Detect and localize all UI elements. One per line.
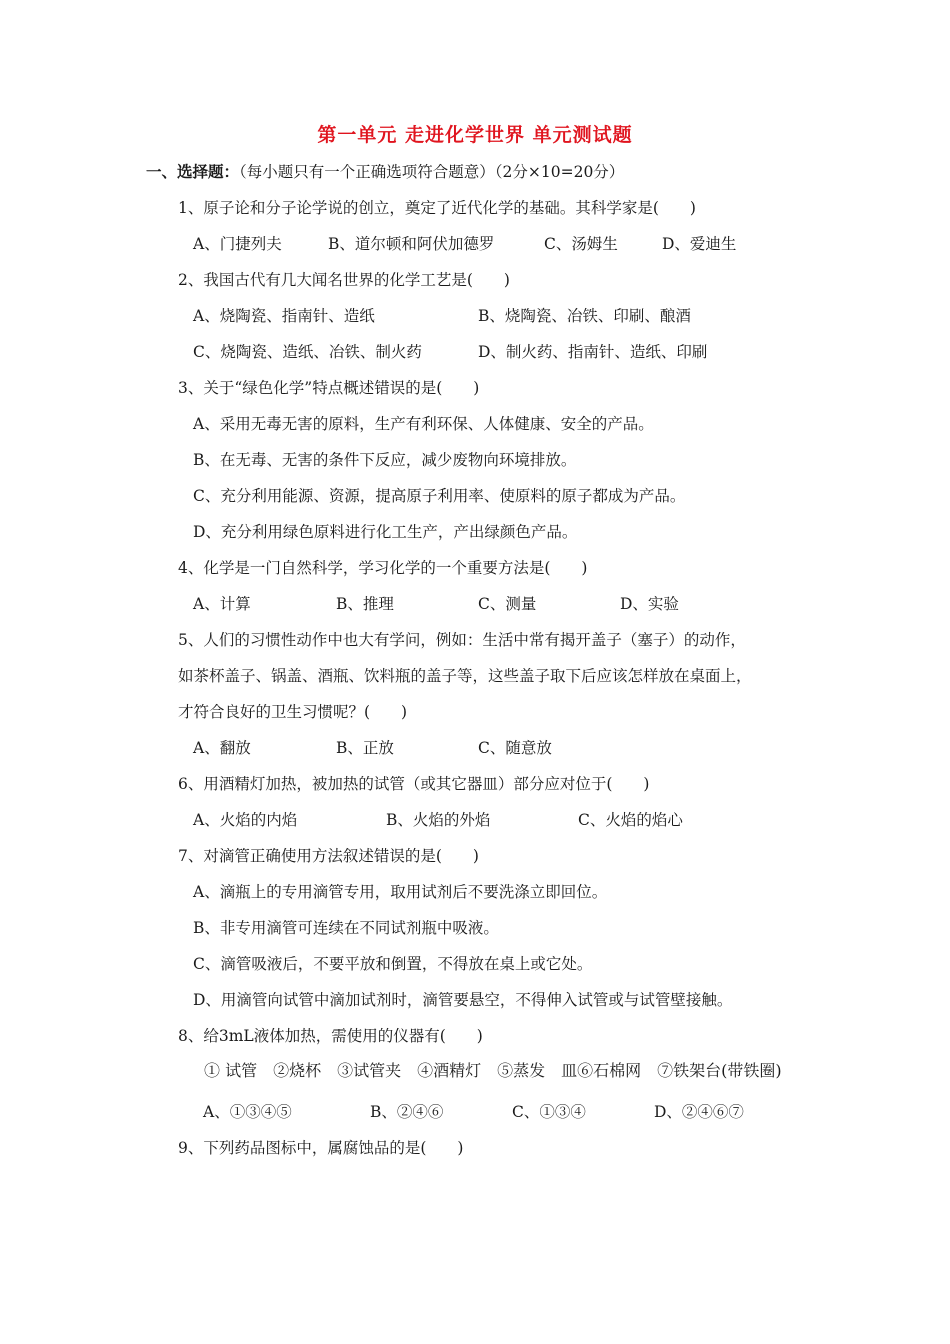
q5-option-c: C、随意放: [478, 739, 552, 757]
q2-option-a: A、烧陶瓷、指南针、造纸: [193, 307, 375, 325]
q6-option-b: B、火焰的外焰: [386, 811, 491, 829]
q8-option-a: A、①③④⑤: [203, 1103, 292, 1121]
question-7-stem: 7、对滴管正确使用方法叙述错误的是( ): [178, 847, 479, 865]
q5-option-b: B、正放: [336, 739, 394, 757]
section-note: （每小题只有一个正确选项符合题意）（2分×10=20分）: [239, 163, 625, 181]
page-title: 第一单元 走进化学世界 单元测试题: [317, 124, 633, 146]
q3-option-a: A、采用无毒无害的原料，生产有利环保、人体健康、安全的产品。: [193, 415, 654, 433]
q1-option-b: B、道尔顿和阿伏加德罗: [328, 235, 495, 253]
question-3-stem: 3、关于“绿色化学”特点概述错误的是( ): [178, 379, 480, 397]
q1-option-c: C、汤姆生: [544, 235, 618, 253]
q2-option-c: C、烧陶瓷、造纸、冶铁、制火药: [193, 343, 422, 361]
q3-option-c: C、充分利用能源、资源，提高原子利用率、使原料的原子都成为产品。: [193, 487, 686, 505]
question-4-stem: 4、化学是一门自然科学，学习化学的一个重要方法是( ): [178, 559, 588, 577]
q6-option-a: A、火焰的内焰: [193, 811, 298, 829]
q3-option-b: B、在无毒、无害的条件下反应，减少废物向环境排放。: [193, 451, 577, 469]
q1-option-d: D、爱迪生: [662, 235, 737, 253]
question-5-stem-line-3: 才符合良好的卫生习惯呢？( ): [178, 703, 408, 721]
section-heading: [146, 161, 624, 183]
question-5-stem-line-2: 如茶杯盖子、锅盖、酒瓶、饮料瓶的盖子等，这些盖子取下后应该怎样放在桌面上，: [178, 667, 752, 685]
q8-instrument-list: ① 试管 ②烧杯 ③试管夹 ④酒精灯 ⑤蒸发 皿⑥石棉网 ⑦铁架台(带铁圈): [204, 1061, 782, 1080]
question-6-stem: 6、用酒精灯加热，被加热的试管（或其它器皿）部分应对位于( ): [178, 775, 650, 793]
q7-option-b: B、非专用滴管可连续在不同试剂瓶中吸液。: [193, 919, 499, 937]
q4-option-c: C、测量: [478, 595, 537, 613]
q1-option-a: A、门捷列夫: [193, 235, 282, 253]
q7-option-d: D、用滴管向试管中滴加试剂时，滴管要悬空，不得伸入试管或与试管壁接触。: [193, 991, 733, 1009]
question-9-stem: 9、下列药品图标中，属腐蚀品的是( ): [178, 1139, 464, 1157]
q5-option-a: A、翻放: [193, 739, 251, 757]
q6-option-c: C、火焰的焰心: [578, 811, 683, 829]
q2-option-d: D、制火药、指南针、造纸、印刷: [478, 343, 708, 361]
question-8-stem: 8、给3mL液体加热，需使用的仪器有( ): [178, 1027, 483, 1045]
q4-option-a: A、计算: [193, 595, 251, 613]
q3-option-d: D、充分利用绿色原料进行化工生产，产出绿颜色产品。: [193, 523, 578, 541]
q2-option-b: B、烧陶瓷、冶铁、印刷、酿酒: [478, 307, 691, 325]
q7-option-a: A、滴瓶上的专用滴管专用，取用试剂后不要洗涤立即回位。: [193, 883, 608, 901]
section-label: 一、选择题：: [146, 162, 240, 181]
q4-option-b: B、推理: [336, 595, 394, 613]
q8-option-d: D、②④⑥⑦: [654, 1103, 744, 1121]
q8-option-b: B、②④⑥: [370, 1103, 444, 1121]
q8-option-c: C、①③④: [512, 1103, 586, 1121]
question-2-stem: 2、我国古代有几大闻名世界的化学工艺是( ): [178, 271, 510, 289]
q7-option-c: C、滴管吸液后，不要平放和倒置，不得放在桌上或它处。: [193, 955, 593, 973]
q4-option-d: D、实验: [620, 595, 679, 613]
question-1-stem: 1、原子论和分子论学说的创立，奠定了近代化学的基础。其科学家是( ): [178, 199, 696, 217]
question-5-stem-line-1: 5、人们的习惯性动作中也大有学问，例如：生活中常有揭开盖子（塞子）的动作，: [178, 631, 746, 649]
